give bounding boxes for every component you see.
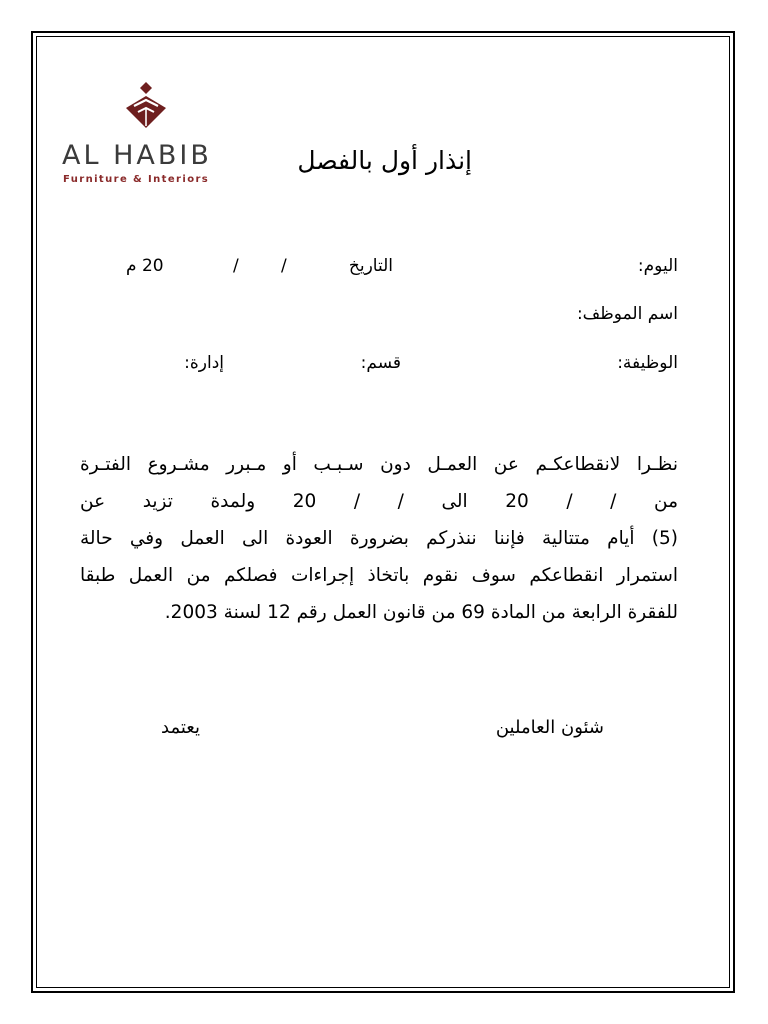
body-line: نظـرا لانقطاعكـم عن العمـل دون سـبـب أو مـبرر مشـروع الفتـرة — [80, 454, 678, 475]
document-title: إنذار أول بالفصل — [297, 146, 472, 175]
company-logo — [58, 80, 258, 190]
section-label: قسم: — [360, 353, 401, 373]
body-line: من / / 20 الى / / 20 ولمدة تزيد عن — [80, 491, 678, 512]
job-label: الوظيفة: — [617, 353, 678, 373]
warning-body — [80, 446, 678, 631]
approve-signature-label: يعتمد — [161, 717, 200, 738]
body-line: للفقرة الرابعة من المادة 69 من قانون العمل رقم 12 لسنة 2003. — [164, 602, 678, 623]
administration-label: إدارة: — [184, 353, 224, 373]
body-line: (5) أيام متتالية فإننا ننذركم بضرورة العودة الى العمل وفي حالة — [80, 528, 678, 549]
logo-name: AL HABIB — [62, 140, 212, 171]
day-label: اليوم: — [637, 256, 678, 276]
date-year: 20 م — [126, 256, 164, 276]
date-slash-2: / — [233, 256, 239, 276]
date-label: التاريخ — [348, 256, 393, 276]
hr-signature-label: شئون العاملين — [495, 717, 604, 738]
diamond-logo-icon — [116, 80, 176, 132]
logo-subtitle: Furniture & Interiors — [63, 174, 210, 185]
employee-name-label: اسم الموظف: — [576, 304, 678, 324]
date-slash-1: / — [281, 256, 287, 276]
body-line: استمرار انقطاعكم سوف نقوم باتخاذ إجراءات فصلكم من العمل طبقا — [80, 565, 678, 586]
